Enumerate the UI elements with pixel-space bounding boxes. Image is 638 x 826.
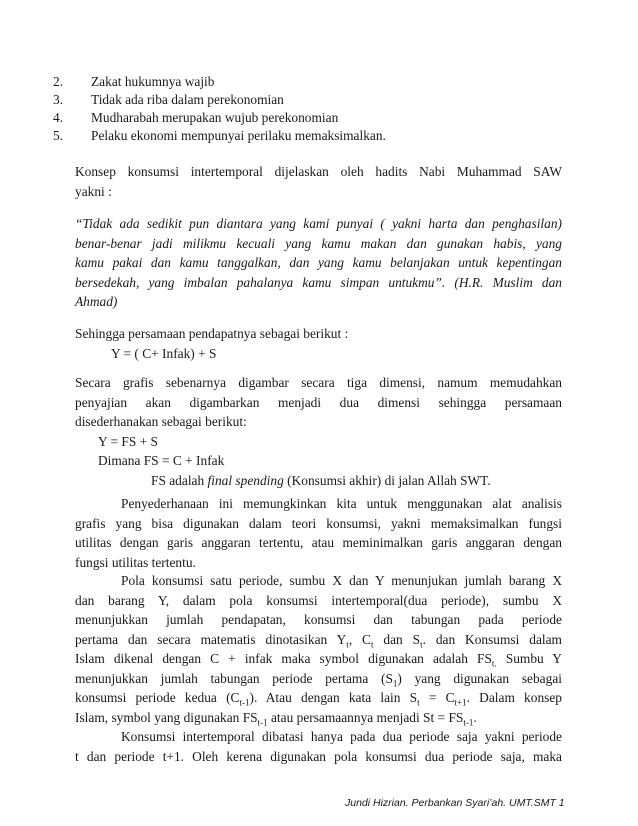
text-line: Pola konsumsi satu periode, sumbu X dan Y menunjukan jumlah barang X	[121, 573, 562, 588]
text-line: grafis yang bisa digunakan dalam teori konsumsi, yakni memaksimalkan fungsi	[75, 515, 562, 531]
list-text: Zakat hukumnya wajib	[91, 74, 215, 89]
subscript: t-1	[257, 717, 268, 728]
text-run: menunjukkan jumlah tabungan periode pertama (S	[75, 670, 393, 686]
list-number: 5.	[53, 128, 64, 143]
paragraph-intertemporal	[75, 727, 562, 766]
subscript: t.	[491, 658, 497, 669]
text-run: atau persamaannya menjadi St = FS	[267, 709, 464, 725]
numbered-list	[53, 73, 573, 145]
subscript: t	[370, 639, 374, 650]
text-line	[75, 688, 562, 708]
text-line: Konsumsi intertemporal dibatasi hanya pada dua periode saja yakni periode	[121, 729, 562, 744]
list-text: Mudharabah merupakan wujub perekonomian	[91, 110, 339, 125]
paragraph-pola-konsumsi	[75, 571, 562, 727]
text-run: (Konsumsi akhir) di jalan Allah SWT.	[283, 472, 491, 488]
text-line: Ahmad)	[75, 294, 118, 309]
text-run: ) yang digunakan sebagai	[397, 670, 562, 686]
text-run: . Dalam konsep	[466, 690, 562, 705]
list-item	[53, 109, 573, 127]
list-text: Tidak ada riba dalam perekonomian	[91, 92, 284, 107]
text-run: = C	[419, 690, 455, 705]
subscript: t	[420, 639, 423, 650]
list-number: 3.	[53, 92, 64, 107]
text-line: menunjukkan jumlah pendapatan, konsumsi dan tabungan pada periode	[75, 612, 562, 627]
list-item	[53, 73, 573, 91]
text-run: Islam, symbol yang digunakan FS	[75, 709, 258, 725]
list-number: 2.	[53, 74, 64, 89]
text-run: .	[473, 709, 477, 725]
text-line	[75, 649, 562, 669]
subscript: t-1	[239, 697, 250, 708]
text-line: bersedekah, yang imbalan pahalanya kamu simpan untukmu”. (H.R. Muslim dan	[75, 274, 562, 290]
text-line: kamu pakai dan kamu tanggalkan, dan yang kamu belanjakan untuk kepentingan	[75, 255, 562, 270]
subscript: t	[417, 697, 420, 708]
fs-definition	[75, 471, 562, 491]
text-run: Islam dikenal dengan C + infak maka symbol digunakan adalah FS	[75, 651, 492, 666]
paragraph-grafis	[75, 373, 562, 490]
text-line: disederhanakan sebagai berikut:	[75, 414, 247, 429]
paragraph-equation-1	[75, 324, 562, 363]
text-line: fungsi utilitas tertentu.	[75, 554, 196, 570]
text-line: t dan periode t+1. Oleh kerena digunakan pola konsumsi dua periode saja, maka	[75, 748, 562, 764]
text-line: dan barang Y, dalam pola konsumsi intertemporal(dua periode), sumbu X	[75, 592, 562, 608]
text-run: pertama dan secara matematis dinotasikan Y	[75, 631, 347, 647]
subscript: 1	[392, 678, 398, 689]
text-line: penyajian akan digambarkan menjadi dua dimensi sehingga persamaan	[75, 394, 562, 410]
text-line: yakni :	[75, 183, 112, 199]
text-line: utilitas dengan garis anggaran tertentu, atau meminimalkan garis anggaran dengan	[75, 535, 562, 550]
text-line	[75, 630, 562, 650]
text-line	[75, 669, 562, 689]
text-line: benar-benar jadi milikmu kecuali yang kamu makan dan gunakan habis, yang	[75, 235, 562, 251]
text-run: FS adalah	[151, 472, 208, 488]
subscript: t	[346, 639, 349, 650]
text-line: “Tidak ada sedikit pun diantara yang kami punyai ( yakni harta dan penghasilan)	[75, 216, 562, 231]
text-line: Penyederhanaan ini memungkinkan kita untuk menggunakan alat analisis	[121, 496, 562, 511]
equation: Y = FS + S	[98, 433, 159, 449]
list-number: 4.	[53, 110, 64, 125]
page-footer: Jundi Hizrian. Perbankan Syari’ah. UMT.SMT 1	[345, 797, 565, 809]
equation: Y = ( C+ Infak) + S	[111, 345, 217, 361]
text-line: Sehingga persamaan pendapatnya sebagai berikut :	[75, 326, 349, 341]
equation: Dimana FS = C + Infak	[98, 453, 225, 468]
paragraph-penyederhanaan	[75, 494, 562, 572]
text-run: . dan Konsumsi dalam	[422, 631, 562, 647]
text-run: , C	[348, 631, 371, 647]
paragraph-hadits-intro	[75, 162, 562, 201]
subscript: t+1	[454, 697, 467, 708]
text-line: Secara grafis sebenarnya digambar secara tiga dimensi, namum memudahkan	[75, 375, 562, 390]
list-item	[53, 127, 573, 145]
text-run: ). Atau dengan kata lain S	[249, 690, 418, 705]
text-run: Sumbu Y	[496, 651, 562, 666]
text-line: Konsep konsumsi intertemporal dijelaskan oleh hadits Nabi Muhammad SAW	[75, 164, 562, 179]
text-run: dan S	[373, 631, 421, 647]
list-item	[53, 91, 573, 109]
text-run: final spending	[207, 472, 284, 488]
hadith-quote	[75, 214, 562, 312]
text-run: konsumsi periode kedua (C	[75, 690, 240, 705]
subscript: t-1	[463, 717, 474, 728]
list-text: Pelaku ekonomi mempunyai perilaku memaksimalkan.	[91, 128, 386, 143]
text-line	[75, 708, 562, 728]
